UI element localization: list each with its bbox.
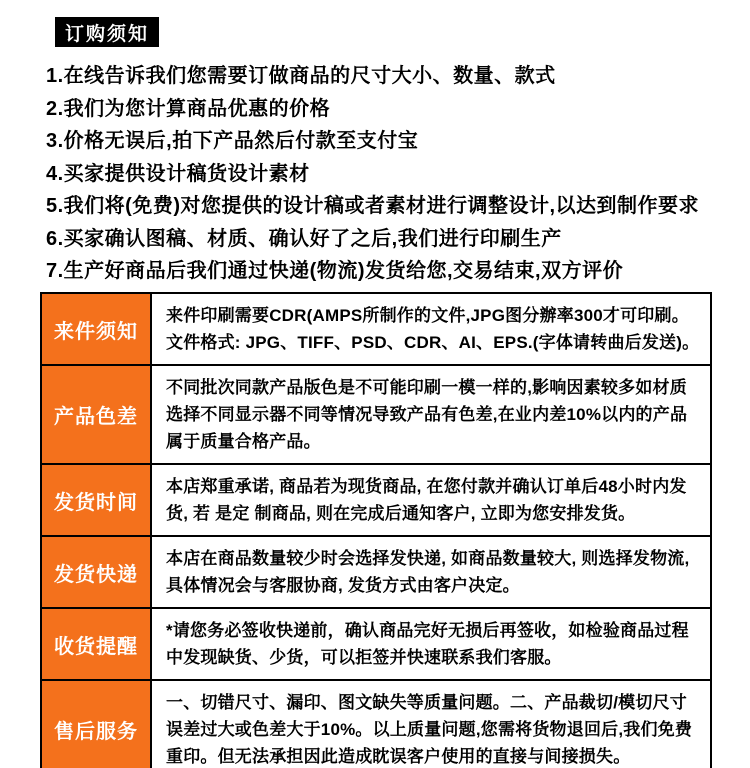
row-label-shipping-time: 发货时间: [41, 464, 151, 536]
ordering-step-4: 4.买家提供设计稿货设计素材: [46, 162, 310, 185]
row-label-incoming-files: 来件须知: [41, 293, 151, 365]
table-row: [41, 365, 711, 464]
page-title: 订购须知: [64, 23, 149, 45]
row-content-receiving-reminder: *请您务必签收快递前，确认商品完好无损后再签收，如检验商品过程中发现缺货、少货，可以拒签并快速联系我们客服。: [151, 608, 711, 680]
row-label-after-sales: 售后服务: [41, 680, 151, 768]
table-row: [41, 608, 711, 680]
row-content-shipping-time: 本店郑重承诺, 商品若为现货商品, 在您付款并确认订单后48小时内发货, 若 是定 制商品, 则在完成后通知客户, 立即为您安排发货。: [151, 464, 711, 536]
row-content-incoming-files: 来件印刷需要CDR(AMPS所制作的文件,JPG图分辦率300才可印刷。文件格式: JPG、TIFF、PSD、CDR、AI、EPS.(字体请转曲后发送)。: [151, 293, 711, 365]
row-label-shipping-courier: 发货快递: [41, 536, 151, 608]
ordering-step-7: 7.生产好商品后我们通过快递(物流)发货给您,交易结束,双方评价: [46, 260, 624, 282]
ordering-step-5: 5.我们将(免费)对您提供的设计稿或者素材进行调整设计,以达到制作要求: [46, 195, 700, 217]
table-row: [41, 293, 711, 365]
row-content-color-difference: 不同批次同款产品版色是不可能印刷一模一样的,影响因素较多如材质选择不同显示器不同等情况导致产品有色差,在业内差10%以内的产品属于质量合格产品。: [151, 365, 711, 464]
ordering-step-3: 3.价格无误后,拍下产品然后付款至支付宝: [46, 130, 419, 152]
row-content-shipping-courier: 本店在商品数量较少时会选择发快递, 如商品数量较大, 则选择发物流, 具体情况会与客服协商, 发货方式由客户决定。: [151, 536, 711, 608]
table-row: [41, 536, 711, 608]
table-row: [41, 464, 711, 536]
ordering-step-2: 2.我们为您计算商品优惠的价格: [46, 97, 331, 120]
page-title-badge: [55, 17, 159, 47]
ordering-step-1: 1.在线告诉我们您需要订做商品的尺寸大小、数量、款式: [46, 65, 556, 87]
ordering-steps-list: [46, 60, 736, 288]
notice-table: [40, 292, 712, 768]
row-label-color-difference: 产品色差: [41, 365, 151, 464]
table-row: [41, 680, 711, 768]
row-content-after-sales: 一、切错尺寸、漏印、图文缺失等质量问题。二、产品裁切/模切尺寸误差过大或色差大于10%。以上质量问题,您需将货物退回后,我们免费重印。但无法承担因此造成眈误客户使用的直接与间接损失。: [151, 680, 711, 768]
row-label-receiving-reminder: 收货提醒: [41, 608, 151, 680]
ordering-step-6: 6.买家确认图稿、材质、确认好了之后,我们进行印刷生产: [46, 227, 562, 250]
